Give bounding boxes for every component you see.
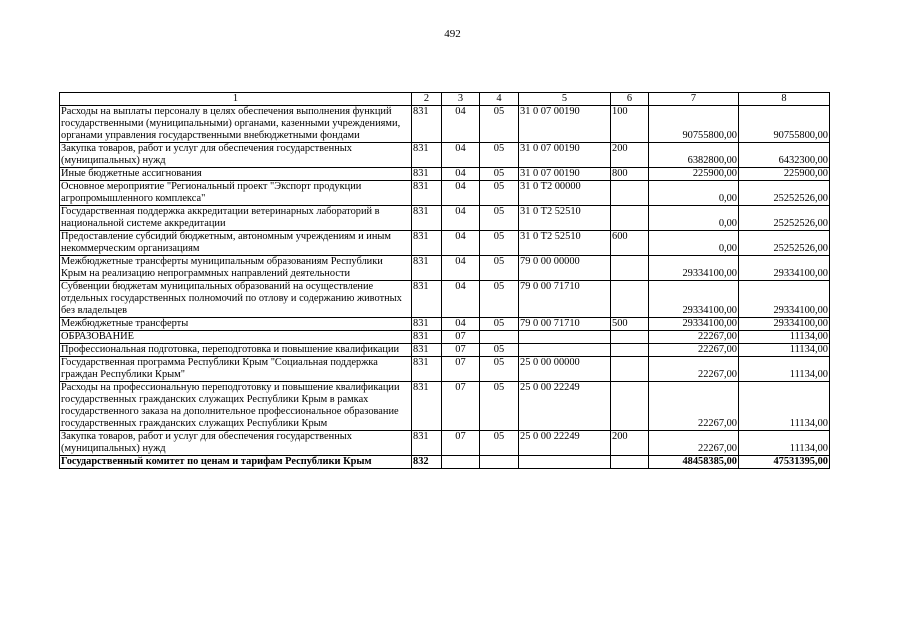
target-article-cell: 25 0 00 00000 bbox=[519, 357, 611, 382]
ved-code-cell: 831 bbox=[412, 181, 442, 206]
amount-year2-cell: 90755800,00 bbox=[739, 106, 830, 143]
section-code-cell: 07 bbox=[442, 382, 480, 431]
expense-type-cell bbox=[611, 256, 649, 281]
ved-code-cell: 831 bbox=[412, 231, 442, 256]
subsection-code-cell: 05 bbox=[480, 281, 519, 318]
table-row bbox=[60, 181, 830, 206]
ved-code-cell: 831 bbox=[412, 143, 442, 168]
section-code-cell: 04 bbox=[442, 143, 480, 168]
amount-year1-cell: 22267,00 bbox=[649, 357, 739, 382]
target-article-cell: 25 0 00 22249 bbox=[519, 382, 611, 431]
ved-code-cell: 831 bbox=[412, 331, 442, 344]
table-row bbox=[60, 344, 830, 357]
page-number: 492 bbox=[444, 28, 461, 40]
column-header: 3 bbox=[442, 93, 480, 106]
column-header: 7 bbox=[649, 93, 739, 106]
table-row bbox=[60, 206, 830, 231]
subsection-code-cell: 05 bbox=[480, 318, 519, 331]
expense-type-cell: 200 bbox=[611, 143, 649, 168]
amount-year1-cell: 22267,00 bbox=[649, 331, 739, 344]
section-code-cell: 04 bbox=[442, 181, 480, 206]
column-header: 8 bbox=[739, 93, 830, 106]
section-code-cell: 04 bbox=[442, 106, 480, 143]
section-code-cell: 04 bbox=[442, 318, 480, 331]
ved-code-cell: 831 bbox=[412, 318, 442, 331]
row-name-cell: Государственный комитет по ценам и тарифам Республики Крым bbox=[60, 456, 412, 469]
table-row bbox=[60, 331, 830, 344]
row-name-cell: Иные бюджетные ассигнования bbox=[60, 168, 412, 181]
section-code-cell: 04 bbox=[442, 168, 480, 181]
row-name-cell: Основное мероприятие "Региональный проект "Экспорт продукции агропромышленного комплекса" bbox=[60, 181, 412, 206]
expense-type-cell bbox=[611, 181, 649, 206]
amount-year2-cell: 11134,00 bbox=[739, 357, 830, 382]
table-row bbox=[60, 256, 830, 281]
ved-code-cell: 831 bbox=[412, 357, 442, 382]
amount-year2-cell: 47531395,00 bbox=[739, 456, 830, 469]
amount-year2-cell: 25252526,00 bbox=[739, 231, 830, 256]
section-code-cell: 07 bbox=[442, 357, 480, 382]
subsection-code-cell: 05 bbox=[480, 181, 519, 206]
row-name-cell: Расходы на профессиональную переподготовку и повышение квалификации государственных гражданских служащих Республики Крым в рамках государственного заказа на дополнительное профессиональное образование государственных гражданских служащих Республики Крым bbox=[60, 382, 412, 431]
target-article-cell: 31 0 T2 52510 bbox=[519, 231, 611, 256]
row-name-cell: Закупка товаров, работ и услуг для обеспечения государственных (муниципальных) нужд bbox=[60, 143, 412, 168]
amount-year1-cell: 6382800,00 bbox=[649, 143, 739, 168]
row-name-cell: Предоставление субсидий бюджетным, автономным учреждениям и иным некоммерческим организациям bbox=[60, 231, 412, 256]
row-name-cell: Субвенции бюджетам муниципальных образований на осуществление отдельных государственных полномочий по отлову и содержанию животных без владельцев bbox=[60, 281, 412, 318]
section-code-cell bbox=[442, 456, 480, 469]
column-header: 1 bbox=[60, 93, 412, 106]
amount-year2-cell: 225900,00 bbox=[739, 168, 830, 181]
subsection-code-cell: 05 bbox=[480, 106, 519, 143]
target-article-cell: 31 0 07 00190 bbox=[519, 106, 611, 143]
target-article-cell: 79 0 00 00000 bbox=[519, 256, 611, 281]
table-row bbox=[60, 143, 830, 168]
target-article-cell: 25 0 00 22249 bbox=[519, 431, 611, 456]
target-article-cell bbox=[519, 331, 611, 344]
expense-type-cell: 100 bbox=[611, 106, 649, 143]
ved-code-cell: 832 bbox=[412, 456, 442, 469]
ved-code-cell: 831 bbox=[412, 106, 442, 143]
subsection-code-cell: 05 bbox=[480, 382, 519, 431]
expense-type-cell bbox=[611, 357, 649, 382]
row-name-cell: Межбюджетные трансферты муниципальным образованиям Республики Крым на реализацию непрограммных направлений деятельности bbox=[60, 256, 412, 281]
expense-type-cell bbox=[611, 331, 649, 344]
row-name-cell: Межбюджетные трансферты bbox=[60, 318, 412, 331]
expense-type-cell bbox=[611, 456, 649, 469]
ved-code-cell: 831 bbox=[412, 256, 442, 281]
ved-code-cell: 831 bbox=[412, 281, 442, 318]
amount-year1-cell: 48458385,00 bbox=[649, 456, 739, 469]
amount-year2-cell: 11134,00 bbox=[739, 382, 830, 431]
column-header: 4 bbox=[480, 93, 519, 106]
amount-year1-cell: 0,00 bbox=[649, 181, 739, 206]
amount-year1-cell: 0,00 bbox=[649, 231, 739, 256]
row-name-cell: Государственная программа Республики Крым "Социальная поддержка граждан Республики Крым" bbox=[60, 357, 412, 382]
expense-type-cell: 500 bbox=[611, 318, 649, 331]
amount-year1-cell: 29334100,00 bbox=[649, 281, 739, 318]
amount-year2-cell: 11134,00 bbox=[739, 331, 830, 344]
expense-type-cell: 600 bbox=[611, 231, 649, 256]
column-header: 6 bbox=[611, 93, 649, 106]
amount-year2-cell: 6432300,00 bbox=[739, 143, 830, 168]
subsection-code-cell: 05 bbox=[480, 256, 519, 281]
target-article-cell: 79 0 00 71710 bbox=[519, 318, 611, 331]
table-row bbox=[60, 382, 830, 431]
expense-type-cell bbox=[611, 344, 649, 357]
target-article-cell: 79 0 00 71710 bbox=[519, 281, 611, 318]
subsection-code-cell: 05 bbox=[480, 357, 519, 382]
subsection-code-cell bbox=[480, 331, 519, 344]
table-row bbox=[60, 231, 830, 256]
section-code-cell: 07 bbox=[442, 344, 480, 357]
target-article-cell: 31 0 07 00190 bbox=[519, 143, 611, 168]
subsection-code-cell: 05 bbox=[480, 206, 519, 231]
amount-year1-cell: 225900,00 bbox=[649, 168, 739, 181]
budget-table bbox=[59, 92, 830, 469]
table-row bbox=[60, 357, 830, 382]
ved-code-cell: 831 bbox=[412, 382, 442, 431]
amount-year2-cell: 11134,00 bbox=[739, 344, 830, 357]
subsection-code-cell: 05 bbox=[480, 344, 519, 357]
amount-year2-cell: 29334100,00 bbox=[739, 318, 830, 331]
section-code-cell: 04 bbox=[442, 256, 480, 281]
target-article-cell bbox=[519, 344, 611, 357]
subsection-code-cell bbox=[480, 456, 519, 469]
section-code-cell: 04 bbox=[442, 206, 480, 231]
column-header: 2 bbox=[412, 93, 442, 106]
amount-year2-cell: 11134,00 bbox=[739, 431, 830, 456]
expense-type-cell bbox=[611, 206, 649, 231]
section-code-cell: 07 bbox=[442, 331, 480, 344]
section-code-cell: 04 bbox=[442, 231, 480, 256]
target-article-cell: 31 0 07 00190 bbox=[519, 168, 611, 181]
row-name-cell: Расходы на выплаты персоналу в целях обеспечения выполнения функций государственными (муниципальными) органами, казенными учреждениями, органами управления государственными внебюджетными фондами bbox=[60, 106, 412, 143]
amount-year2-cell: 25252526,00 bbox=[739, 181, 830, 206]
table-header-row bbox=[60, 93, 830, 106]
amount-year1-cell: 22267,00 bbox=[649, 382, 739, 431]
ved-code-cell: 831 bbox=[412, 431, 442, 456]
ved-code-cell: 831 bbox=[412, 344, 442, 357]
amount-year2-cell: 25252526,00 bbox=[739, 206, 830, 231]
section-code-cell: 07 bbox=[442, 431, 480, 456]
table-row bbox=[60, 168, 830, 181]
subsection-code-cell: 05 bbox=[480, 431, 519, 456]
row-name-cell: Государственная поддержка аккредитации ветеринарных лабораторий в национальной системе аккредитации bbox=[60, 206, 412, 231]
section-code-cell: 04 bbox=[442, 281, 480, 318]
amount-year1-cell: 22267,00 bbox=[649, 344, 739, 357]
expense-type-cell: 800 bbox=[611, 168, 649, 181]
table-row bbox=[60, 431, 830, 456]
amount-year2-cell: 29334100,00 bbox=[739, 256, 830, 281]
table-row bbox=[60, 281, 830, 318]
expense-type-cell bbox=[611, 281, 649, 318]
table-row bbox=[60, 456, 830, 469]
amount-year1-cell: 0,00 bbox=[649, 206, 739, 231]
target-article-cell bbox=[519, 456, 611, 469]
amount-year1-cell: 29334100,00 bbox=[649, 256, 739, 281]
column-header: 5 bbox=[519, 93, 611, 106]
expense-type-cell bbox=[611, 382, 649, 431]
subsection-code-cell: 05 bbox=[480, 231, 519, 256]
ved-code-cell: 831 bbox=[412, 168, 442, 181]
table-row bbox=[60, 106, 830, 143]
amount-year1-cell: 29334100,00 bbox=[649, 318, 739, 331]
table-row bbox=[60, 318, 830, 331]
ved-code-cell: 831 bbox=[412, 206, 442, 231]
subsection-code-cell: 05 bbox=[480, 143, 519, 168]
amount-year1-cell: 90755800,00 bbox=[649, 106, 739, 143]
target-article-cell: 31 0 T2 00000 bbox=[519, 181, 611, 206]
subsection-code-cell: 05 bbox=[480, 168, 519, 181]
row-name-cell: ОБРАЗОВАНИЕ bbox=[60, 331, 412, 344]
amount-year1-cell: 22267,00 bbox=[649, 431, 739, 456]
row-name-cell: Профессиональная подготовка, переподготовка и повышение квалификации bbox=[60, 344, 412, 357]
expense-type-cell: 200 bbox=[611, 431, 649, 456]
row-name-cell: Закупка товаров, работ и услуг для обеспечения государственных (муниципальных) нужд bbox=[60, 431, 412, 456]
amount-year2-cell: 29334100,00 bbox=[739, 281, 830, 318]
target-article-cell: 31 0 T2 52510 bbox=[519, 206, 611, 231]
